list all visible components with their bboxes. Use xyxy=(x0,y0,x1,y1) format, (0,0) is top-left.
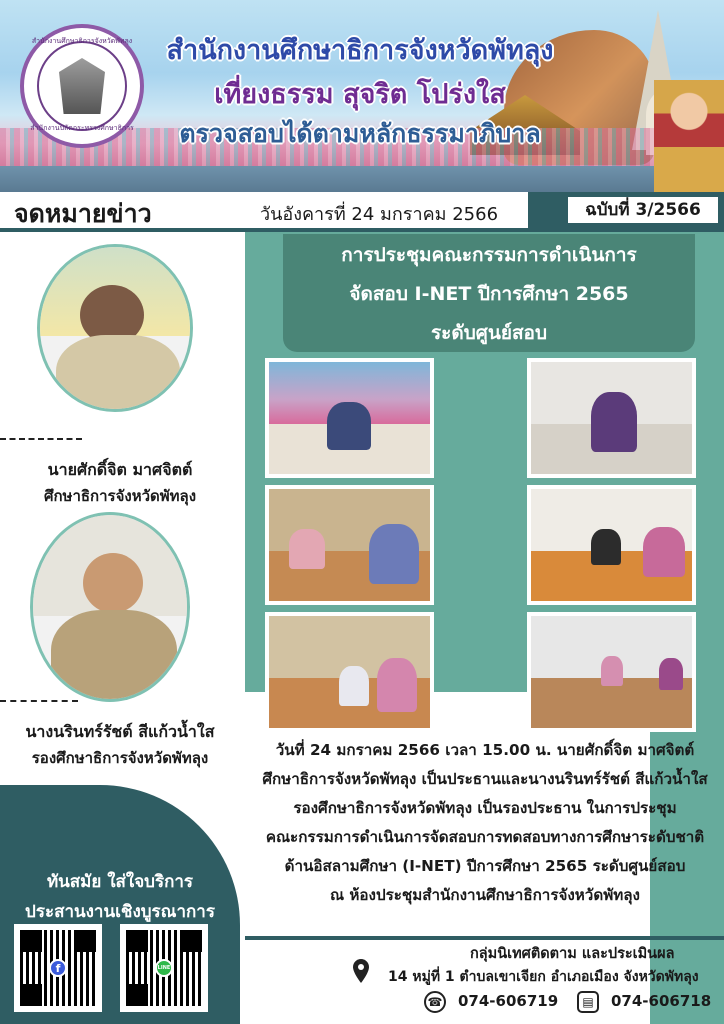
headline-line-1: การประชุมคณะกรรมการดำเนินการ xyxy=(341,244,637,266)
newsletter-title: จดหมายข่าว xyxy=(14,199,152,228)
person-2-name: นางนรินทร์รัชต์ สีแก้วน้ำใส xyxy=(25,722,215,741)
line-qr-code[interactable] xyxy=(120,924,208,1012)
body-line: คณะกรรมการดำเนินการจัดสอบการทดสอบทางการศึกษาระดับชาติ xyxy=(265,828,705,846)
thai-dancer-figure xyxy=(654,80,724,192)
meeting-photo-4 xyxy=(527,485,696,605)
news-body xyxy=(250,736,720,910)
contact-divider xyxy=(245,936,724,940)
contact-fax[interactable]: 074-606718 xyxy=(611,992,712,1010)
body-line: รองศึกษาธิการจังหวัดพัทลุง เป็นรองประธาน ในการประชุม xyxy=(293,799,677,817)
headline-line-3: ระดับศูนย์สอบ xyxy=(430,322,548,344)
contact-phone[interactable]: 074-606719 xyxy=(458,992,559,1010)
header-motto: เที่ยงธรรม สุจริต โปร่งใส xyxy=(214,79,506,110)
meeting-photo-3 xyxy=(265,485,434,605)
slogan-line-2: ประสานงานเชิงบูรณาการ xyxy=(25,902,215,922)
lake-scenery xyxy=(0,166,724,192)
header-office-name: สำนักงานศึกษาธิการจังหวัดพัทลุง xyxy=(166,35,554,66)
fax-icon: ▤ xyxy=(577,991,599,1013)
meeting-photo-6 xyxy=(527,612,696,732)
divider-dash-1 xyxy=(0,438,82,440)
headline-line-2: จัดสอบ I-NET ปีการศึกษา 2565 xyxy=(349,283,629,305)
meeting-photo-1 xyxy=(265,358,434,478)
body-line: วันที่ 24 มกราคม 2566 เวลา 15.00 น. นายศักดิ์จิต มาศจิตต์ xyxy=(275,741,695,759)
issue-number: ฉบับที่ 3/2566 xyxy=(568,197,718,223)
facebook-qr-code[interactable] xyxy=(14,924,102,1012)
location-pin-icon xyxy=(352,958,370,984)
body-line: ด้านอิสลามศึกษา (I-NET) ปีการศึกษา 2565 ระดับศูนย์สอบ xyxy=(284,857,686,875)
person-1-title: ศึกษาธิการจังหวัดพัทลุง xyxy=(43,487,197,505)
divider-dash-2 xyxy=(0,700,78,702)
issue-date: วันอังคารที่ 24 มกราคม 2566 xyxy=(260,204,499,225)
portrait-deputy xyxy=(30,512,190,702)
emblem-icon xyxy=(59,58,105,114)
meeting-photo-5 xyxy=(265,612,434,732)
facebook-icon: f xyxy=(49,959,67,977)
logo-top-text: สำนักงานศึกษาธิการจังหวัดพัทลุง xyxy=(31,37,133,45)
logo-inner-ring xyxy=(37,41,127,131)
person-1-name: นายศักดิ์จิต มาศจิตต์ xyxy=(47,460,193,479)
body-line: ณ ห้องประชุมสำนักงานศึกษาธิการจังหวัดพัทลุง xyxy=(330,886,640,904)
header-governance: ตรวจสอบได้ตามหลักธรรมาภิบาล xyxy=(179,119,541,148)
person-2-title: รองศึกษาธิการจังหวัดพัทลุง xyxy=(31,749,209,767)
phone-icon: ☎ xyxy=(424,991,446,1013)
meeting-photo-2 xyxy=(527,358,696,478)
contact-group: กลุ่มนิเทศติดตาม และประเมินผล xyxy=(470,946,675,962)
office-logo xyxy=(20,24,144,148)
contact-address: 14 หมู่ที่ 1 ตำบลเขาเจียก อำเภอเมือง จังหวัดพัทลุง xyxy=(388,969,699,985)
line-app-icon: LINE xyxy=(155,959,173,977)
logo-bottom-text: สำนักงานปลัดกระทรวงศึกษาธิการ xyxy=(30,124,134,132)
headline-box xyxy=(283,234,695,352)
slogan-line-1: ทันสมัย ใส่ใจบริการ xyxy=(46,872,194,892)
portrait-director xyxy=(37,244,193,412)
body-line: ศึกษาธิการจังหวัดพัทลุง เป็นประธานและนางนรินทร์รัชต์ สีแก้วน้ำใส xyxy=(262,770,708,788)
